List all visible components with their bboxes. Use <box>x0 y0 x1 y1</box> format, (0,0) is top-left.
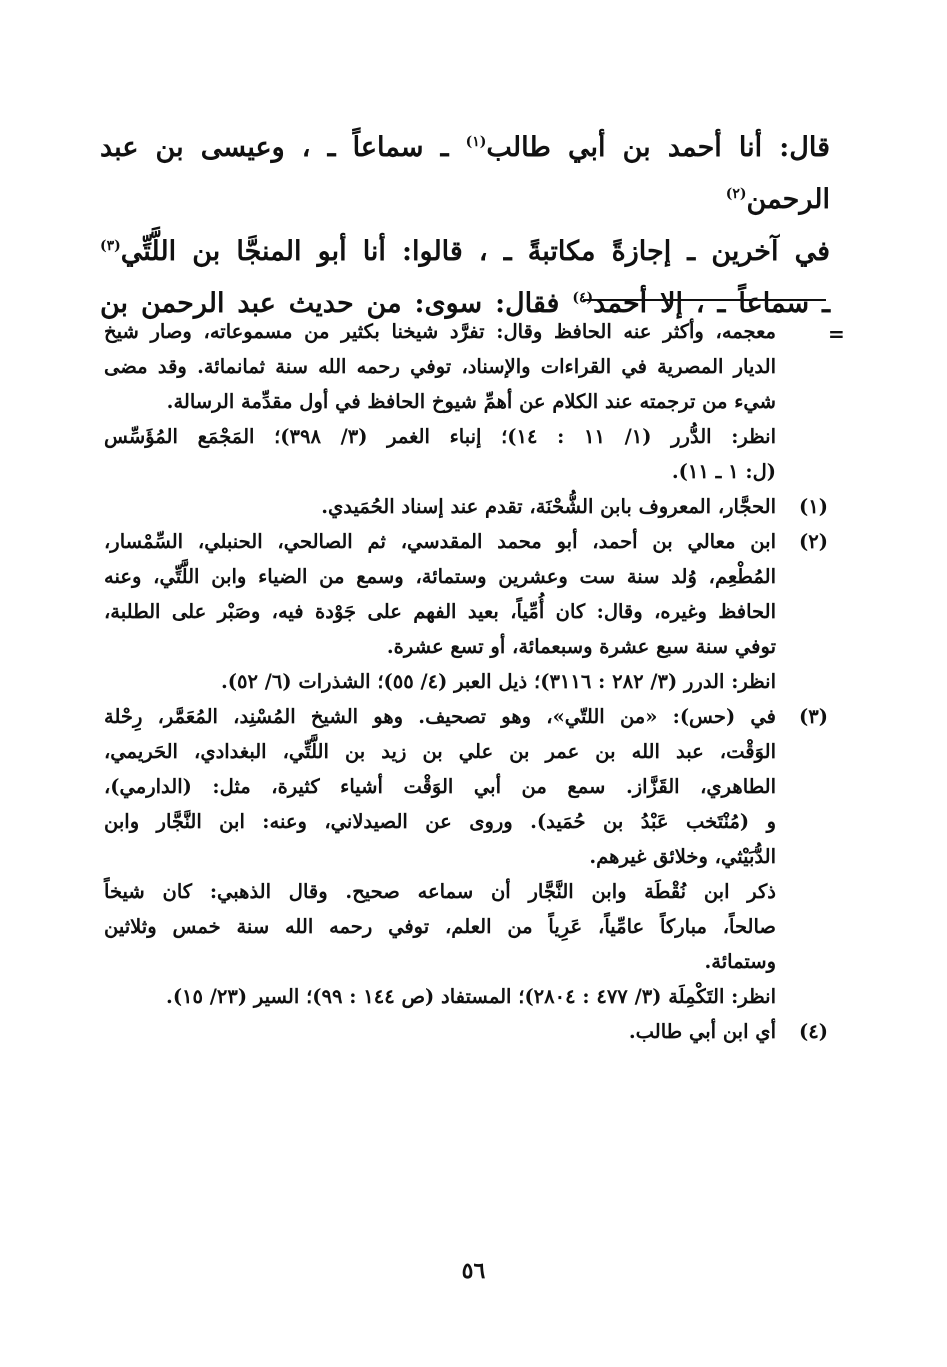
footnote-line: و (مُنْتَخب عَبْدُ بن حُمَيد). وروى عن الصيدلاني، وعنه: ابن النَّجَّار وابن <box>104 810 776 833</box>
footnote-line: انظر: الدُّرر (١/ ١١ : ١٤)؛ إنباء الغمر (٣/ ٣٩٨)؛ المَجْمَع المُؤَسِّس <box>104 425 777 448</box>
footnote-line: معجمه، وأكثر عنه الحافظ وقال: تفرَّد شيخنا بكثير من مسموعاته، وصار شيخ <box>104 320 776 343</box>
footnote-line: الطاهري، القَزَّاز. سمع من أبي الوَقْت أشياء كثيرة، مثل: (الدارمي)، <box>104 775 776 798</box>
footnote-line: الحافظ وغيره، وقال: كان أُمِّياً، بعيد الفهم على جَوْدة فيه، وصَبْر على الطلبة، <box>104 600 776 623</box>
footnote-line: انظر: الدرر (٣/ ٢٨٢ : ٣١١٦)؛ ذيل العبر (٤/ ٥٥)؛ الشذرات (٦/ ٥٢). <box>220 670 776 693</box>
continuation-mark: = <box>828 322 845 346</box>
footnote-number: (٤) <box>799 1020 828 1043</box>
footnote-line: ذكر ابن نُقْطَة وابن النَّجَّار أن سماعه صحيح. وقال الذهبي: كان شيخاً <box>104 880 776 903</box>
footnote-ref: (١) <box>465 134 487 150</box>
footnote-line: صالحاً، مباركاً عامِّياً، عَرِياً من العلم، توفي رحمه الله سنة خمس وثلاثين <box>104 915 776 938</box>
footnote-number: (١) <box>799 495 828 518</box>
main-text-segment: ـ سماعاً ـ ، إلا أحمد <box>593 288 830 319</box>
footnote-line: وستمائة. <box>704 950 776 973</box>
footnote-line: الدُّبَيْثي، وخلائق غيرهم. <box>589 845 776 868</box>
footnote-line: شيء من ترجمته عند الكلام عن أهمِّ شيوخ الحافظ في أول مقدِّمة الرسالة. <box>166 390 776 413</box>
footnote-line: المُطْعِم، وُلد سنة ست وعشرين وستمائة، وسمع من الضياء وابن اللَّتِّي، وعنه <box>104 565 776 588</box>
footnote-line: توفي سنة سبع عشرة وسبعمائة، أو تسع عشرة. <box>386 635 776 658</box>
footnote-line: الوَقْت، عبد الله بن عمر بن علي بن زيد بن اللَّتِّي، البغدادي، الحَريمي، <box>104 740 776 763</box>
main-text-segment: ـ سماعاً ـ ، وعيسى بن عبد الرحمن <box>100 132 830 215</box>
footnote-line: ابن معالي بن أحمد، أبو محمد المقدسي، ثم الصالحي، الحنبلي، السِّمْسار، <box>104 530 776 553</box>
main-text-line <box>100 226 830 278</box>
footnote-line: أي ابن أبي طالب. <box>628 1020 776 1043</box>
main-text-line <box>100 122 830 226</box>
footnote-line: انظر: التَكْمِلَة (٣/ ٤٧٧ : ٢٨٠٤)؛ المستفاد (ص ١٤٤ : ٩٩)؛ السير (٢٣/ ١٥). <box>166 985 776 1008</box>
footnote-number: (٣) <box>799 705 828 728</box>
footnotes <box>104 314 828 1049</box>
footnote-line: (ل: ١ ـ ١١). <box>671 460 776 483</box>
footnote-continued <box>104 314 828 489</box>
footnote-number: (٢) <box>799 530 828 553</box>
footnote-4 <box>104 1014 828 1049</box>
main-text-segment: فقال: سوى: من حديث عبد الرحمن بن <box>100 288 573 319</box>
footnote-line: الديار المصرية في القراءات والإسناد، توفي رحمه الله سنة ثمانمائة. وقد مضى <box>104 355 776 378</box>
footnote-separator <box>583 299 826 301</box>
footnote-line: الحجَّار، المعروف بابن الشُّحْنَة، تقدم عند إسناد الحُمَيدي. <box>321 495 776 518</box>
footnote-ref: (٤) <box>572 290 594 306</box>
footnote-line: في (حس): «من اللتّي»، وهو تصحيف. وهو الشيخ المُسْنِد، المُعَمَّر، رِحْلة <box>104 705 776 728</box>
footnote-ref: (٢) <box>725 186 747 202</box>
footnote-ref: (٣) <box>100 238 121 254</box>
footnote-1 <box>104 489 828 524</box>
main-text-segment: قال: أنا أحمد بن أبي طالب <box>486 132 830 163</box>
footnote-2 <box>104 524 828 699</box>
footnote-3 <box>104 699 828 1014</box>
page-number: ٥٦ <box>461 1258 486 1284</box>
main-text-segment: في آخرين ـ إجازةً مكاتبةً ـ ، قالوا: أنا أبو المنجَّا بن اللَّتِّي <box>120 236 830 267</box>
